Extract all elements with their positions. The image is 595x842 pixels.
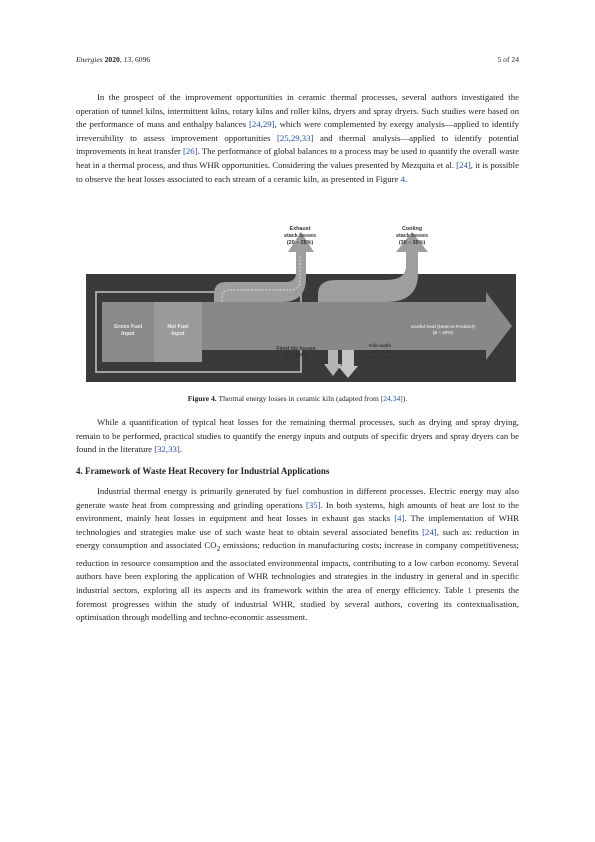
caption-label: Figure 4. (187, 394, 217, 403)
citation-link[interactable]: [25,29,33] (277, 132, 314, 143)
kiln-walls-label-line3: (10 – 15%) (369, 356, 393, 361)
text-run: ). (402, 394, 408, 403)
text-run: . The implementation of WHR technologies and strategies make use of such waste heat to obtain several associated benefits (76, 513, 519, 537)
journal-volume: 13 (123, 55, 132, 64)
useful-heat-label-line2: (5 – 20%) (433, 330, 453, 335)
text-run: Thermal energy losses in ceramic kiln (adapted from (216, 394, 381, 403)
table-reference-link[interactable]: 1 (467, 584, 472, 595)
figure-caption (76, 393, 519, 404)
text-run: In the prospect of the improvement opportunities in ceramic thermal processes, several authors investigated the operation of tunnel kilns, intermittent kilns, rotary kilns and roller kilns, dryers and spray dryers. Such studies were based on the performance of mass and enthalpy balances (76, 92, 519, 130)
section-heading: 4. Framework of Waste Heat Recovery for Industrial Applications (76, 466, 330, 476)
drying-paragraph (76, 416, 519, 457)
journal-reference: Energies 2020, 13, 6096 (76, 55, 151, 64)
journal-name: Energies (76, 55, 103, 64)
exhaust-label-line3: (20 – 25%) (286, 240, 314, 246)
citation-link[interactable]: [24] (456, 159, 471, 170)
text-run: presents the foremost progresses within the study of industrial WHR, studied by several authors, covering its contextualisation, optimisation through modelling and techno-economic assessment. (76, 584, 519, 623)
sankey-diagram (86, 216, 520, 384)
citation-link[interactable]: [4] (394, 513, 405, 524)
intro-paragraph (76, 91, 519, 186)
figure-4-diagram (86, 216, 520, 384)
text-run: emissions; reduction in manufacturing costs; increase in company competitiveness; reduction in resource consumption and the associated environmental impacts, contributing to a low carbon economy. Several authors have been exploring the application of WHR technologies and strategies in the industry in general and in specific industrial sectors, exploring all its aspects and its framework within the area of energy efficiency. Table (76, 540, 519, 595)
text-run: , it is possible to observe the heat losses associated to each stream of a ceramic kiln, as presented in Figure (76, 159, 519, 184)
gross-fuel-label-line2: Input (121, 331, 135, 337)
text-run: . In both systems, high amounts of heat are lost to the environment, mainly heat losses in equipment and heat losses in exhaust gas stacks (76, 499, 519, 524)
kiln-walls-label-line1: Kiln walls (369, 344, 392, 349)
subscript: 2 (216, 545, 221, 554)
figure-reference-link[interactable]: 4 (400, 173, 405, 184)
text-run: While a quantification of typical heat losses for the remaining thermal processes, such as drying and spray drying, remain to be performed, practical studies to quantify the energy inputs and outputs of specific dryers and spray dryers can be found in the literature (76, 417, 519, 455)
gross-fuel-label-line1: Gross Fuel (113, 324, 143, 330)
text-run: and thermal analysis—applied to identify potential improvements in heat transfer (76, 132, 519, 157)
citation-link[interactable]: [26] (182, 146, 198, 157)
citation-link[interactable]: [24] (422, 526, 437, 537)
citation-link[interactable]: [24,34] (380, 394, 403, 403)
text-run: , which were complemented by exergy analysis—applied to identify irreversibility to assess improvement opportunities (76, 119, 519, 143)
text-run: Industrial thermal energy is primarily generated by fuel combustion in different processes. Electric energy may also generate waste heat from compressing and grinding operations (76, 486, 519, 510)
text-run: . (404, 173, 408, 184)
text-run: , such as: reduction in energy consumption and associated CO (76, 526, 519, 551)
citation-link[interactable]: [35] (305, 499, 321, 510)
net-fuel-label-line2: Input (171, 331, 185, 337)
citation-link[interactable]: [24,29] (248, 119, 275, 130)
page-header (76, 55, 519, 67)
framework-paragraph (76, 485, 519, 625)
fired-tile-label-line2: (5 – 10%) (284, 353, 308, 359)
fired-tile-label-line1: Fired tile losses (276, 346, 316, 352)
kiln-walls-label-line2: and vaults (369, 350, 393, 355)
journal-year: 2020 (104, 55, 120, 64)
citation-link[interactable]: [32,33] (154, 444, 180, 455)
net-fuel-label-line1: Net Fuel (167, 324, 189, 330)
text-run: . The performance of global balances to a process may be used to quantify the overall waste heat in a thermal process, and thus WHR opportunities. Considering the values presented by Mezquita et al. (76, 146, 519, 170)
exhaust-label-line1: Exhaust (289, 226, 311, 232)
text-run: . (179, 444, 182, 455)
cooling-label-line3: (30 – 35%) (398, 240, 426, 246)
cooling-label-line2: stack losses (395, 233, 429, 239)
useful-heat-label-line1: Useful heat (Heat-to-Product) (411, 324, 475, 329)
cooling-label-line1: Cooling (401, 226, 423, 232)
exhaust-label-line2: stack losses (283, 233, 317, 239)
article-number: 6096 (135, 55, 151, 64)
page-number: 5 of 24 (497, 55, 519, 64)
